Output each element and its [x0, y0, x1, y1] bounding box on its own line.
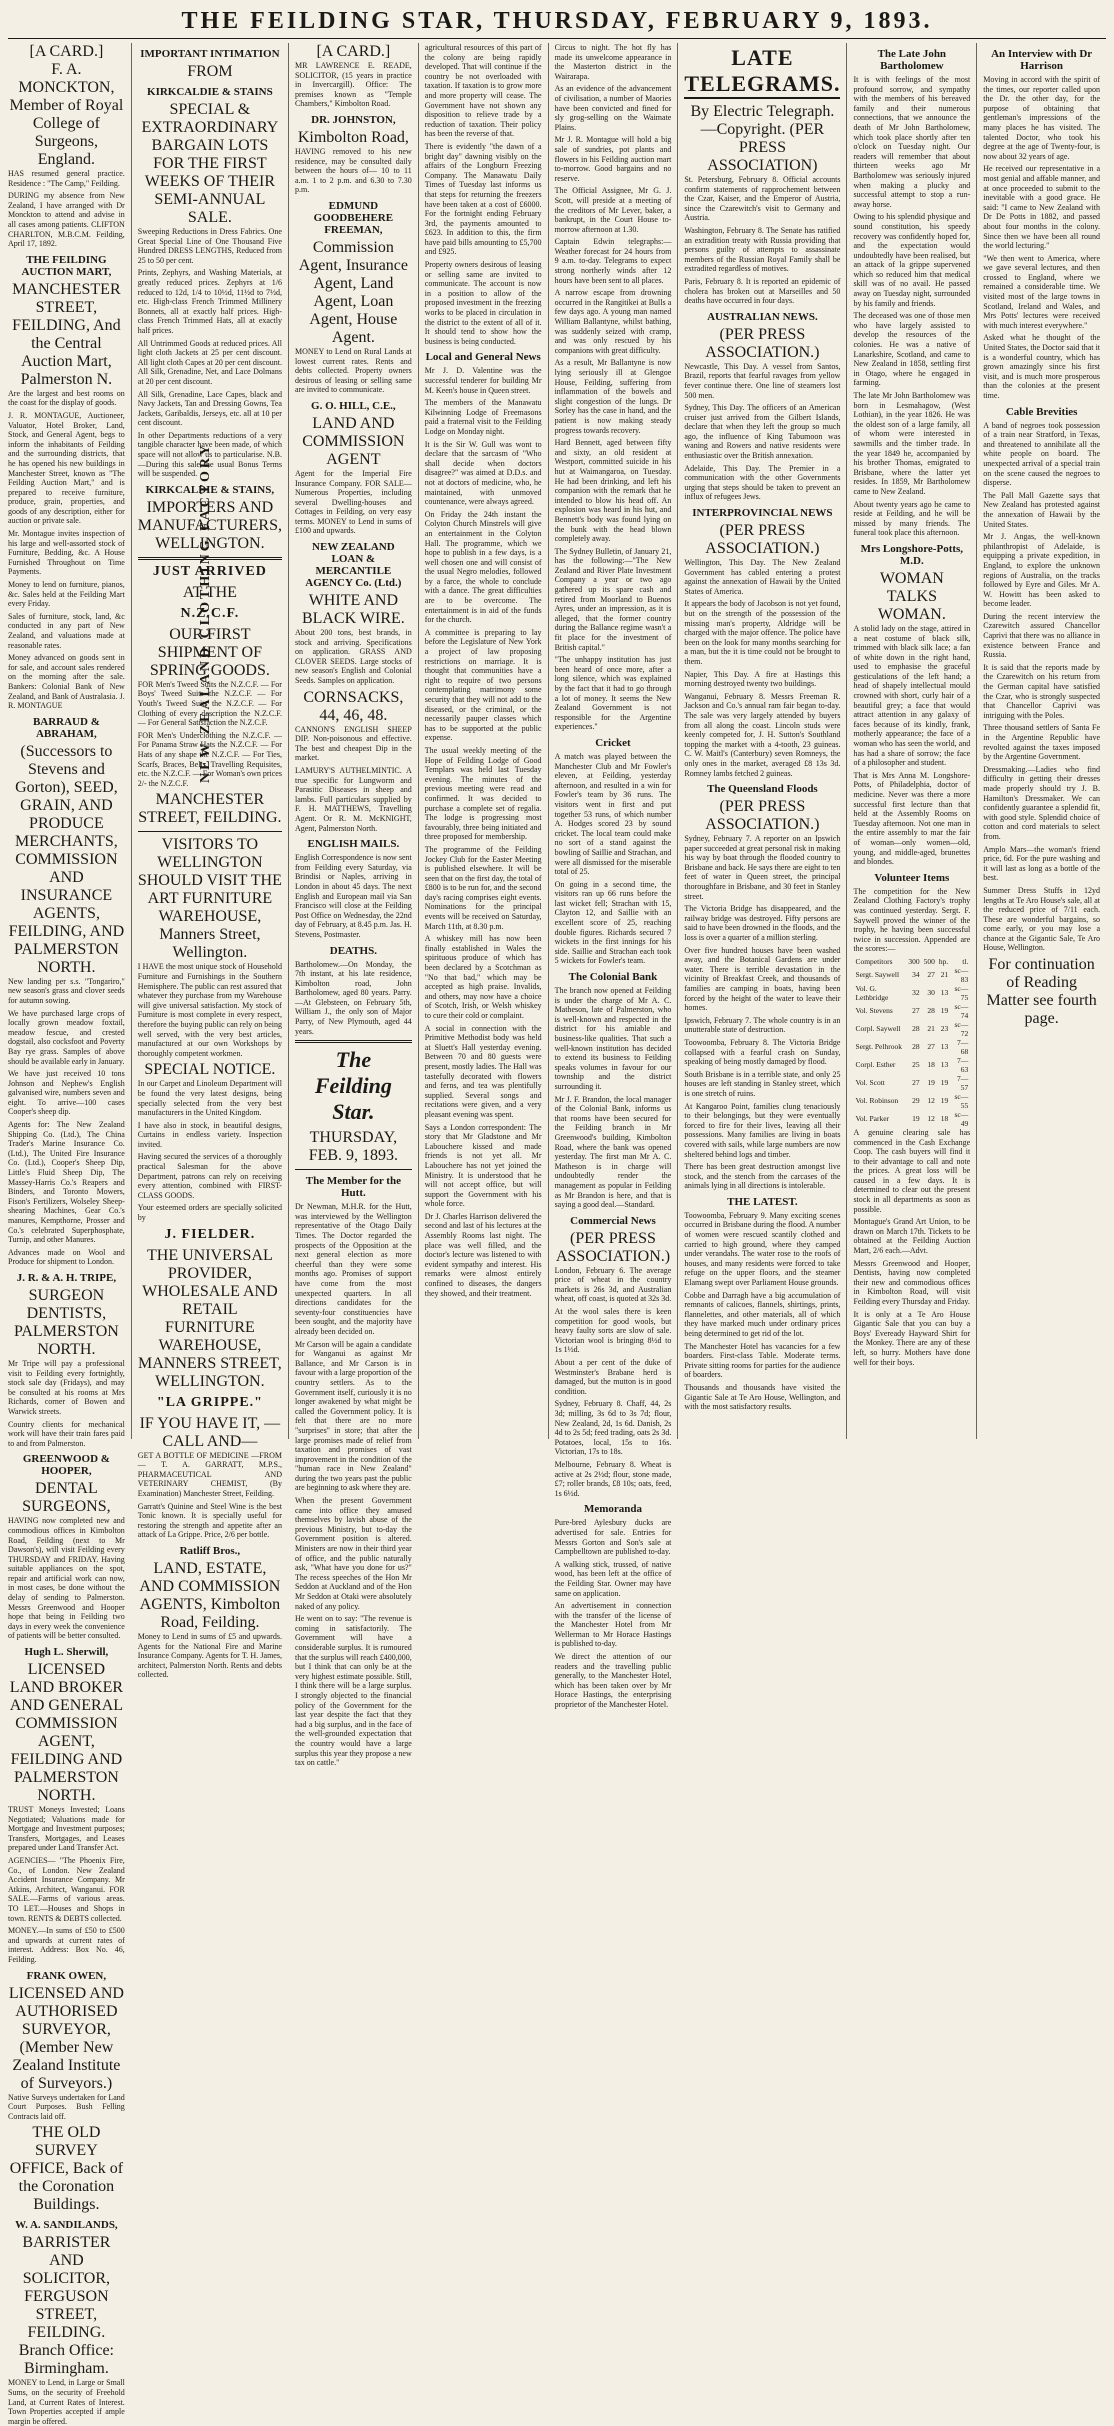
section-heading: Cricket	[595, 736, 631, 749]
centered-line: (PER PRESS ASSOCIATION.)	[555, 1229, 671, 1265]
column-7	[853, 43, 977, 1439]
score-cell: sc—72	[954, 1019, 969, 1038]
centered-line: MANCHESTER STREET, FEILDING.	[138, 791, 282, 827]
paragraph: Money to Lend in sums of £5 and upwards. Agents for the National Fire and Marine Insurance Company. Agents for T. H. James, architect, Palmerston North. Rents and debts collected.	[137, 1631, 282, 1680]
score-cell: 12	[927, 1096, 935, 1106]
centered-line: WHITE AND BLACK WIRE.	[301, 592, 405, 628]
scores-row	[853, 1092, 970, 1110]
section-heading: Local and General News	[425, 351, 541, 364]
score-cell: 7—57	[956, 1073, 969, 1092]
paragraph: GET A BOTTLE OF MEDICINE —FROM— T. A. GARRATT, M.P.S., PHARMACEUTICAL AND VETERINARY CHEMIST, (By Examination) Manchester Street, Feilding.	[137, 1450, 282, 1498]
score-cell: 7—63	[956, 1055, 969, 1074]
section-heading: The Colonial Bank	[568, 971, 658, 984]
paragraph: HAS resumed general practice. Residence : "The Camp," Feilding.	[8, 169, 125, 188]
paragraph: The deceased was one of those men who have largely assisted to develop the resources of the colonies. He was a native of Lanarkshire, Scotland, and came to New Zealand in 1858, settling first in Otago, where he engaged in farming.	[853, 311, 971, 388]
section-heading: NEW ZEALAND LOAN & MERCANTILE AGENCY Co. (Ltd.)	[305, 541, 402, 590]
score-cell: 32	[912, 988, 920, 998]
paragraph: Dr Newman, M.H.R. for the Hutt, was interviewed by the Wellington representative of the Otago Daily Times. The Doctor regarded the prospects of the Opposition at the next general election as more cheerful than they were some months ago. Promises of support have come from the most unexpected quarters. In all directions candidates for the seventy-four constituencies have been sought, and the majority have already been decided on.	[294, 1202, 412, 1336]
scores-row	[853, 1074, 970, 1092]
paragraph: Sweeping Reductions in Dress Fabrics. One Great Special Line of One Thousand Five Hundred DRESS LENGTHS, Reduced from 25 to 50 per cent.	[137, 227, 282, 265]
section-heading: KIRKCALDIE & STAINS,	[145, 483, 275, 496]
score-cell: 30	[927, 988, 935, 998]
paragraph: "We then went to America, where we gave several lectures, and then crossed to England, where we remained a considerable time. We visited most of the large towns in Scotland, Ireland and Wales, and Mrs Potts' lectures were received with much interest everywhere."	[983, 253, 1101, 330]
section-heading: Mrs Longshore-Potts, M.D.	[860, 542, 964, 567]
paragraph: Prints, Zephyrs, and Washing Materials, at greatly reduced prices. Zephyrs at 1/6 reduced to 12d, 1/4 to 10½d, 11½d to 7½d, etc. High-class French Trimmed Millinery Bonnets, all at exactly half prices. High-class French Trimmed Hats, all at exactly half prices.	[137, 268, 282, 335]
score-cell: 34	[912, 970, 920, 980]
score-cell: sc—74	[954, 1001, 969, 1020]
column-3	[294, 43, 419, 1768]
paragraph: Newcastle, This Day. A vessel from Santos, Brazil, reports that fearful ravages from yellow fever continue there. One line of steamers lost 500 men.	[684, 361, 841, 400]
paragraph: Adelaide, This Day. The Premier in a communication with the other Governments urging that steps should be taken to prevent an influx of refugees Jews.	[684, 463, 841, 502]
section-heading: ENGLISH MAILS.	[307, 838, 400, 851]
paragraph: Wellington, This Day. The New Zealand Government has cabled entering a protest against the annexation of Hawaii by the United States of America.	[684, 558, 841, 596]
paragraph: Native Surveys undertaken for Land Court Purposes. Bush Felling Contracts laid off.	[8, 2092, 125, 2121]
centered-line: THE UNIVERSAL PROVIDER, WHOLESALE AND RETAIL FURNITURE WAREHOUSE, MANNERS STREET, WELLINGTON.	[138, 1246, 282, 1390]
paragraph: Mr J. D. Valentine was the successful tenderer for building Mr M. Keen's house in Queen street.	[424, 366, 542, 395]
paragraph: An advertisement in connection with the transfer of the license of the Manchester Hotel from Mr Wellerman to Mr Horace Hastings is published to-day.	[554, 1601, 672, 1649]
centered-line: SPECIAL & EXTRAORDINARY BARGAIN LOTS FOR THE FIRST WEEKS OF THEIR SEMI-ANNUAL SALE.	[141, 101, 279, 226]
late-telegrams-heading: LATE TELEGRAMS.	[684, 45, 840, 99]
paragraph: New landing per s.s. "Tongariro," new season's grass and clover seeds for autumn sowing.	[8, 976, 125, 1005]
vertical-band-clothing-factory: NEW ZEALAND CLOTHING FACTORY	[197, 442, 213, 783]
section-heading: Ratliff Bros.,	[179, 1544, 241, 1557]
centered-line: LICENSED AND AUTHORISED SURVEYOR, (Member New Zealand Institute of Surveyors.)	[8, 1984, 124, 2092]
centered-line: LICENSED LAND BROKER AND GENERAL COMMISSION AGENT, FEILDING AND PALMERSTON NORTH.	[9, 1661, 124, 1805]
centered-line: AT THE	[182, 583, 237, 601]
centered-line: For continuation of Reading Matter see fourth page.	[986, 956, 1097, 1028]
score-cell: 27	[927, 970, 935, 980]
paragraph: There is evidently "the dawn of a bright day" dawning visibly on the affairs of the Longburn Freezing Company. The Manawatu Daily Times of Tuesday last informs us that steps for returning the freezers have been taken at a cost of £6000. For the fortnight ending February 3rd, the payments amounted to £623. In addition to this, the firm have paid bills amounting to £5,700 and £925.	[424, 141, 542, 257]
paragraph: There has been great destruction amongst live stock, and the stench from the carcases of the animals lying in all directions is intolerable.	[684, 1162, 841, 1191]
paragraph: Captain Edwin telegraphs:—Weather forecast for 24 hours from 9 a.m. to-day. Telegrams to expect strong northerly winds after 12 hours have been sent to all places.	[554, 237, 672, 285]
paragraph: Three thousand settlers of Santa Fe in the Argentine Republic have revolted against the taxes imposed by the Argentine Government.	[983, 723, 1101, 762]
score-cell: 13	[940, 988, 949, 998]
paragraph: MONEY to Lend, in Large or Small Sums, on the security of Freehold Land, at Current Rates of Interest. Town Properties accepted if ample margin be offered.	[8, 2378, 125, 2426]
centered-line: (PER PRESS ASSOCIATION.)	[705, 325, 820, 361]
paragraph: A committee is preparing to lay before the Legislature of New York a project of law proposing restrictions on marriage. It is thought that communities have a right to require of two persons contemplating matrimony some security that they will not add to the diseased, or the criminal, or the necessarily pauper classes which has to be supported at the public expense.	[424, 627, 542, 743]
paragraph: St. Petersburg, February 8. Official accounts confirm statements of rapprochement between the Czar, Kaiser, and the Emperor of Austria, since the Czarewitch's visit to Germany and Austria.	[684, 175, 841, 223]
paragraph: English Correspondence is now sent from Feilding every Saturday, via Brindisi or Naples, arriving in London in about 45 days. The next English and European mail via San Francisco will close at the Feilding Post Office on Wednesday, the 22nd day of February, at 8.45 p.m. Jas. H. Stevens, Postmaster.	[294, 853, 412, 939]
paragraph: Owing to his splendid physique and sound constitution, his speedy recovery was confidently hoped for, and the expectation would undoubtedly have been realised, but an attack of la grippe supervened which so reduced him that medical skill was of no avail. He passed away on Tuesday night, surrounded by his family and friends.	[853, 212, 971, 308]
competitor-name: Sergt. Saywell	[855, 970, 900, 980]
divider	[138, 831, 282, 832]
score-cell: 29	[912, 1096, 920, 1106]
newspaper-nameplate: The Feilding Star.	[314, 1047, 392, 1125]
paragraph: Napier, This Day. A fire at Hastings this morning destroyed twenty two buildings.	[684, 669, 841, 689]
paragraph: Property owners desirous of leasing or selling same are invited to communicate. The account is now in a position to allow of the proposed investment in the freezing works to be placed in circulation in the district to the extent of all of it. It should tend to show how the business is being conducted.	[424, 260, 542, 346]
paragraph: At the wool sales there is keen competition for good wools, but heavy faulty sorts are slow of sale. Victorian wool is bringing 8½d to 1s 1½d.	[554, 1307, 672, 1355]
paragraph: It is the Sir W. Gull was wont to declare that the sarcasm of "Who shall decide when doctors disagree?" was aimed at D.D.s. and not at doctors of medicine, who, he maintained, with unmoved countenance, were always agreed.	[424, 439, 542, 507]
score-cell: 27	[912, 1078, 920, 1088]
paragraph: Hard Bennett, aged between fifty and sixty, an old resident at Westport, committed suicide in his hut at Waimangaroa, on Tuesday. He had been drinking, and left his companion with the remark that he intended to blow his head off. An explosion was heard in his hut, and Bennett's body was found lying on the bunk with the head blown completely away.	[554, 438, 672, 544]
paragraph: Over five hundred houses have been washed away, and the Botanical Gardens are under water. There is terrible devastation in the vicinity of Breakfast Creek, and thousands of families are camping in boats, having been forced by the height of the water to leave their homes.	[684, 945, 841, 1013]
paragraph: The Sydney Bulletin, of January 21, has the following:—"The New Zealand and River Plate Investment Company a year or two ago gathered up its spare cash and retired from Moorland to Buenos Ayres, under an impression, as it is alleged, that the former country during the Ballance regime wasn't a fit place for the investment of British capital."	[554, 546, 672, 652]
paragraph: The Official Assignee, Mr G. J. Scott, will preside at a meeting of the creditors of Mr Lever, baker, a bankrupt, in the Court House to-morrow afternoon at 1.30.	[554, 186, 672, 234]
competitor-name: Corpl. Esther	[855, 1060, 896, 1070]
paragraph: A genuine clearing sale has commenced in the Cash Exchange Coop. The cash buyers will find it to their advantage to call and note the prices. A great loss will be caused in a few days. It is determined to clear out the present stock in all departments as soon as possible.	[853, 1127, 971, 1214]
paragraph: On going in a second time, the visitors ran up 66 runs before the last wicket fell; Strachan with 15, Clayton 12, and Saillie with an excellent score of 25, reaching double figures. Richards secured 7 wickets in the first innings for his side. Saillie and Strachan each took 5 wickets for Fowler's team.	[554, 879, 672, 966]
paragraph: A band of negroes took possession of a train near Stratford, in Texas, and threatened to annihilate all the white people on board. The unexpected arrival of a special train on the scene caused the negroes to disperse.	[983, 420, 1101, 488]
centered-line: (PER PRESS ASSOCIATION.)	[705, 798, 820, 834]
paragraph: Mr Carson will be again a candidate for Wanganui as against Mr Ballance, and Mr Carson is in favour with a large proportion of the country settlers. As to the Government itself, curiously it is no longer awakened by what might be called the Government policy. It is felt that there are no more "surprises" in store; that after the large promises made of relief from taxation and promises of vast improvement in the condition of the "human race in New Zealand" during the two years past the public are beginning to ask where they are.	[294, 1339, 412, 1493]
paragraph: The Victoria Bridge has disappeared, and the railway bridge was destroyed. Fifty persons are said to have been drowned in the floods, and the loss is over a quarter of a million sterling.	[684, 904, 841, 943]
paragraph: CANNON'S ENGLISH SHEEP DIP. Non-poisonous and effective. The best and cheapest Dip in the market.	[294, 724, 412, 763]
column-2	[137, 43, 289, 1680]
paragraph: That is Mrs Anna M. Longshore-Potts, of Philadelphia, doctor of medicine. Never was there a more successful first lecture than that held at the Assembly Rooms on Tuesday afternoon. Not one man in the entire assembly to mar the fair of woman—only women—old, young, and middle-aged, brunettes and blondes.	[853, 770, 971, 867]
section-heading: DR. JOHNSTON,	[311, 113, 396, 126]
score-cell: sc—49	[954, 1109, 969, 1128]
paragraph: All Untrimmed Goods at reduced prices. All light cloth Jackets at 25 per cent discount. All light cloth Capes at 20 per cent discount. All Silk, Grenadine, Net, and Lace Dolmans at 20 per cent discount.	[137, 338, 282, 386]
paragraph: The branch now opened at Feilding is under the charge of Mr A. C. Matheson, late of Palmerston, who is well-known and respected in the district for his amiable and business-like qualities. That such a well-known institution has decided to extend its business to Feilding speaks volumes in favour for our township and the district surrounding it.	[554, 986, 672, 1091]
paragraph: A whiskey mill has now been finally established in Wales the spirituous produce of which has been declared by a Scotchman as "No that bad," which may be accepted as high praise. Invalids, and others, may now have a choice of Scotch, Irish, or Welsh whiskey to cure their cold or complaint.	[424, 934, 542, 1020]
column-4	[425, 43, 549, 1439]
centered-line: SPECIAL NOTICE.	[144, 1061, 276, 1079]
paragraph: Paris, February 8. It is reported an epidemic of cholera has broken out at Marseilles and 50 deaths have occurred in four days.	[684, 276, 841, 306]
divider	[295, 1169, 412, 1170]
scores-row	[853, 1020, 970, 1038]
score-cell: 13	[940, 1042, 949, 1052]
centered-line: VISITORS TO WELLINGTON SHOULD VISIT THE ART FURNITURE WAREHOUSE, Manners Street, Wellington.	[137, 836, 282, 962]
paragraph: Agents for: The New Zealand Shipping Co. (Ltd.), The China Trader's Marine Insurance Co. (Ltd.), The United Fire Insurance Co. (Ltd.), Cooper's Sheep Dip, Little's Fluid Sheep Dip, The Massey-Harris Co.'s Reapers and Binders, and Toronto Mowers, Fison's Fertilizers, Wolseley Sheep-shearing Machines, Gear Co.'s manures, Kempthorne, Prosser and Co.'s celebrated Superphosphate, Turnip, and other Manures.	[8, 1120, 125, 1245]
score-cell: 19	[927, 1078, 935, 1088]
scores-row	[853, 957, 970, 966]
paragraph: DURING my absence from New Zealand, I have arranged with Dr Monckton to attend and advise in all cases among patients. CLIFTON CHARLTON, M.B.C.M. Feilding, April 17, 1892.	[8, 191, 125, 249]
paragraph: Advances made on Wool and Produce for shipment to London.	[8, 1247, 125, 1267]
column-8	[983, 43, 1106, 1439]
paragraph: The late Mr John Bartholomew was born in Lesmahagow, (West Lothian), in the year 1826. He was the oldest son of a large family, all of whom were interested in sawmills and the timber trade. In the year 1849 he, accompanied by his brother Thomas, emigrated to Brisbane, where the latter yet resides. In 1859, Mr Bartholomew came to New Zealand.	[853, 391, 971, 496]
paragraph: TRUST Moneys Invested; Loans Negotiated; Valuations made for Mortgage and Investment purposes; Transfers, Mortgages, and Leases prepared under Land Transfer Act.	[8, 1805, 125, 1853]
centered-line: [A CARD.]	[29, 43, 104, 60]
paragraph: In other Departments reductions of a very tangible character have been made, of which space will not allow us to particularise. N.B.—During this sale the usual Bonus Terms will be suspended.	[137, 430, 282, 479]
scores-row	[853, 1110, 970, 1128]
paragraph: About 200 tons, best brands, in stock and arriving. Specifications on application. GRASS AND CLOVER SEEDS. Large stocks of new season's English and Colonial Seeds. Samples on application.	[294, 628, 412, 686]
scores-row	[853, 1038, 970, 1056]
competitor-name: Corpl. Saywell	[855, 1024, 901, 1034]
score-cell: 300	[908, 956, 920, 966]
paragraph: Amplo Mars—the woman's friend price, 6d. For the pure washing and it will last as long as a bottle of the best.	[983, 844, 1101, 883]
paragraph: Agent for the Imperial Fire Insurance Company. FOR SALE—Numerous Properties, including several Dwelling-houses and Cottages in Feilding, on very easy terms. MONEY to Lend in sums of £100 and upwards.	[294, 468, 412, 536]
scores-row	[853, 1056, 970, 1074]
score-cell: 19	[940, 1006, 949, 1016]
paragraph: It appears the body of Jacobson is not yet found, but on the strength of the possession of the missing man's property, Aldridge will be charged with the major offence. The police have been on the look for many months searching for a man, but the it is time could not be brought to them.	[684, 599, 841, 666]
centered-line: IF YOU HAVE IT, —CALL AND—	[139, 1414, 281, 1450]
section-heading: FRANK OWEN,	[26, 1969, 107, 1982]
scores-row	[853, 966, 970, 984]
section-heading: J. R. & A. H. TRIPE,	[16, 1271, 117, 1284]
score-cell: 27	[927, 1042, 935, 1052]
competitor-name: Vol. Robinson	[855, 1096, 899, 1106]
section-heading: BARRAUD & ABRAHAM,	[32, 715, 100, 740]
paragraph: Having secured the services of a thoroughly practical Salesman for the above Department, patrons can rely on receiving every attention, combined with FIRST-CLASS GOODS.	[137, 1152, 282, 1200]
competitor-name: Vol. G. Lethbridge	[855, 983, 889, 1002]
paragraph: Says a London correspondent: The story that Mr Gladstone and Mr Labouchere kissed and made friends is not yet all. Mr Labouchere has not yet joined the Ministry. It is understood that he will not accept office, but will support the Government with his whole force.	[424, 1122, 542, 1209]
score-cell: 13	[940, 1060, 949, 1070]
paragraph: FOR Men's Tweed Suits the N.Z.C.F. — For Boys' Tweed Suits the N.Z.C.F. — For Youth's Tweed Suits the N.Z.C.F. — For Clothing of every description the N.Z.C.F. — For General Satisfaction the N.Z.C.F.	[137, 679, 282, 728]
score-cell: sc—55	[954, 1091, 969, 1110]
paragraph: Melbourne, February 8. Wheat is active at 2s 2½d; flour, stone made, £7; roller brands, £8 10s; oats, feed, 1s 6½d.	[554, 1459, 672, 1498]
column-5	[554, 43, 679, 1710]
score-cell: 21	[927, 1024, 935, 1034]
section-heading: GREENWOOD & HOOPER,	[22, 1453, 110, 1478]
paragraph: It is with feelings of the most profound sorrow, and sympathy with the members of his bereaved family and their numerous connections, that we announce the death of Mr John Bartholomew, which took place shortly after ten o'clock on Tuesday night. Our readers will remember that about thirteen weeks ago Mr Bartholomew was seriously injured when making a plucky and successful attempt to stop a run-away horse.	[853, 75, 971, 209]
paragraph: Thousands and thousands have visited the Gigantic Sale at Te Aro House, Wellington, and with the most satisfactory results.	[684, 1382, 841, 1412]
section-heading: The Queensland Floods	[707, 783, 818, 796]
centered-line: IMPORTERS AND MANUFACTURERS, WELLINGTON.	[137, 498, 282, 552]
paragraph: At Kangaroo Point, families clung tenaciously to their belongings, but they were eventually forced to fire for their lives, leaving all their possessions. Many families are living in boats covered with sails, while large numbers are now sheltered behind logs and timber.	[684, 1101, 841, 1159]
paragraph: I HAVE the most unique stock of Household Furniture and Furnishings in the Southern Hemisphere. The public can rest assured that whatever they purchase from my Warehouse will give universal satisfaction. My stock of Furniture is most complete in every respect, therefore the buying public can rely on being well served, with the very best articles, manufactured at our own Workshops by thoroughly competent workmen.	[137, 962, 282, 1058]
paragraph: The members of the Manawatu Kilwinning Lodge of Freemasons paid a fraternal visit to the Feilding Lodge on Monday night.	[424, 398, 542, 436]
section-heading: The Member for the Hutt.	[305, 1175, 401, 1200]
paragraph: He received our representative in a most genial and affable manner, and at once proceeded to submit to the inevitable with a good grace. He said: "I came to New Zealand with Dr De Potts in 1882, and passed about four months in the colony. Since then we have been all round the world lecturing."	[983, 164, 1101, 251]
paragraph: LAMURY'S AUTHELMINTIC. A true specific for Lungworm and Parasitic Diseases in sheep and lambs. Full particulars supplied by F. H. MATTHEWS, Travelling Agent. Or R. M. McKNIGHT, Agent, Palmerston North.	[294, 766, 412, 833]
score-cell: 12	[927, 1114, 935, 1124]
section-heading: THE FEILDING AUCTION MART,	[21, 253, 112, 278]
section-heading: W. A. SANDILANDS,	[15, 2219, 118, 2232]
paragraph: AGENCIES— "The Phoenix Fire, Co., of London. New Zealand Accident Insurance Company. Mr Atkins, Architect, Wanganui. FOR SALE.—Farms of various areas. TO LET.—Houses and Shops in town. RENTS & DEBTS collected.	[8, 1856, 125, 1923]
competitor-name: Sergt. Pelhrook	[855, 1042, 902, 1052]
centered-line: Kimbolton Road,	[297, 128, 409, 146]
paragraph: Bartholomew.—On Monday, the 7th instant, at his late residence, Kimbolton road, John Bartholomew, aged 80 years. Parry.—At Glebsteen, on February 5th, William J., the only son of Major Parry, of New Plymouth, aged 44 years.	[294, 959, 412, 1036]
paragraph: Pure-bred Aylesbury ducks are advertised for sale. Entries for Messrs Gorton and Son's sale at Campbelltown are published to-day.	[554, 1518, 672, 1557]
paragraph: "The unhappy institution has just been heard of once more, after a long silence, which was explained by the fact that it had to go through a lot of money. It seems the New Zealand Government is not responsible for the Argentine experiences."	[554, 655, 672, 732]
scores-table	[853, 957, 970, 1128]
paragraph: Country clients for mechanical work will have their train fares paid to and from Palmerston.	[8, 1419, 125, 1448]
paragraph: The usual weekly meeting of the Hope of Feilding Lodge of Good Templars was held last Tuesday evening. The minutes of the previous meeting were read and confirmed. It was decided to purchase a complete set of regalia. The lodge is progressing most favourably, three being initiated and three proposed for membership.	[424, 745, 542, 842]
competitor-name: Vol. Stevens	[855, 1006, 893, 1016]
paragraph: He went on to say: "The revenue is coming in satisfactorily. The Government will have a considerable surplus. It is rumoured that the surplus will reach £400,000, but I think that can only be at the very highest estimate possible. Still, I think there will be a large surplus. I strongly objected to the financial policy of the Government for the last year despite the fact that they had a big surplus, and in the face of the well-grounded expectation that the country would have a large surplus this year they propose a new tax on cattle."	[294, 1614, 412, 1768]
score-cell: sc—75	[954, 983, 969, 1002]
paragraph: Sydney, February 7. A reporter on an Ipswich paper succeeded at great personal risk in making his way by boat through the flooded country to Brisbane and back. He says there are eight to ten feet of water in Queen street, the principal thoroughfare in Brisbane, and 30 feet in Stanley street.	[684, 834, 841, 901]
section-heading: KIRKCALDIE & STAINS	[147, 86, 273, 98]
section-heading: DEATHS.	[329, 944, 377, 957]
paragraph: Cobbe and Darragh have a big accumulation of remnants of calicoes, flannels, shirtings, prints, flannelettes, and other materials, all of which they have marked much under ordinary prices being determined to get rid of the lot.	[684, 1290, 841, 1338]
paragraph: We have just received 10 tons Johnson and Nephew's English galvanised wire, numbers seven and eight. To arrive—100 cases Cooper's sheep dip.	[8, 1069, 125, 1117]
section-heading: Hugh L. Sherwill,	[24, 1646, 109, 1659]
section-heading: IMPORTANT INTIMATION	[140, 48, 280, 60]
centered-line: Commission Agent, Insurance Agent, Land Agent, Loan Agent, House Agent.	[298, 238, 409, 346]
paragraph: We direct the attention of our readers and the travelling public generally, to the Manchester Hotel, which has been taken over by Mr Horace Hastings, the enterprising proprietor of the Manchester Hotel.	[554, 1652, 672, 1710]
competitor-name: Competitors	[855, 956, 893, 966]
paragraph: Mr. Montague invites inspection of his large and well-assorted stock of Furniture, Bedding, &c. A House Furnished Throughout on Time Payments.	[8, 529, 125, 577]
display-heading: JUST ARRIVED	[152, 563, 267, 579]
paragraph: MONEY.—In sums of £50 to £500 and upwards at current rates of interest. Address: Box No. 46, Feilding.	[8, 1926, 125, 1964]
paragraph: Montague's Grand Art Union, to be drawn on March 17th. Tickets to be obtained at the Feilding Auction Mart, 2/6 each.—Advt.	[853, 1217, 971, 1256]
paragraph: Moving in accord with the spirit of the times, our reporter called upon the Dr. the other day, for the purpose of obtaining that gentleman's impressions of the many places he has visited. The talented Doctor, who took his degree at the age of Twenty-four, is now about 32 years of age.	[983, 75, 1101, 161]
section-heading: EDMUND GOODBEHERE FREEMAN,	[313, 199, 394, 236]
paragraph: Wanganui, February 8. Messrs Freeman R. Jackson and Co.'s annual ram fair began to-day. The sale was very largely attended by buyers from all along the coast. Lincoln studs were keenly competed for, J. H. Sutton's Southland topping the market with a 4-tooth, 23 guineas. C. W. Maitl's (Canterbury) seven Romneys, the only ones in the market, averaged £8 13s 3d. Romney lambs fetched 2 guineas.	[684, 691, 841, 778]
paragraph: Money advanced on goods sent in for sale, and account sales rendered on the morning after the sale. Bankers: Colonial Bank of New Zealand, and Bank of Australasia. J. R. MONTAGUE	[8, 653, 125, 711]
centered-line: CORNSACKS, 44, 46, 48.	[303, 688, 404, 724]
paragraph: Are the largest and best rooms on the coast for the display of goods.	[8, 388, 125, 408]
paragraph: HAVING removed to his new residence, may be consulted daily between the hours of— 10 to 11 a.m. 1 to 2 p.m. and 6.30 to 7.30 p.m.	[294, 146, 412, 195]
score-cell: 27	[912, 1006, 920, 1016]
paragraph: On Friday the 24th instant the Colyton Church Minstrels will give an entertainment in the Colyton Hall. The programme, which we hope to publish in a few days, is a well chosen one and will consist of the usual Negro melodies, followed by a farce, the whole to conclude with a dance. The great difficulties are to be overcome. The entertainment is in aid of the funds for the church.	[424, 509, 542, 625]
section-heading: Memoranda	[583, 1503, 642, 1516]
paragraph: Money to lend on furniture, pianos, &c. Sales held at the Feilding Mart every Friday.	[8, 580, 125, 609]
score-cell: 25	[912, 1060, 920, 1070]
column-1	[8, 43, 132, 2426]
section-heading: THE LATEST.	[727, 1195, 798, 1208]
paragraph: A walking stick, trussed, of native wood, has been left at the office of the Feilding Star. Owner may have same on application.	[554, 1559, 672, 1598]
paragraph: Messrs Greenwood and Hooper, Dentists, having now completed their new and commodious offices in Kimbolton Road, will visit Feilding every Thursday and Friday.	[853, 1258, 971, 1306]
paragraph: Sydney, This Day. The officers of an American cruiser just arrived from the Gilbert Islands, declare that when they left the group so much ago, the influence of King Tabumoon was waning and Rowers and native residents were enthusiastic over the British annexation.	[684, 403, 841, 461]
centered-line: THURSDAY, FEB. 9, 1893.	[308, 1129, 399, 1165]
masthead-title: THE FEILDING STAR, THURSDAY, FEBRUARY 9, 1893.	[8, 8, 1106, 39]
score-cell: 500	[923, 956, 935, 966]
score-cell: 19	[912, 1114, 920, 1124]
paragraph: During the recent interview the Czarewitch assured Chancellor Caprivi that there was no alliance in existence between France and Russia.	[983, 611, 1101, 660]
paragraph: Asked what he thought of the United States, the Doctor said that it is a wonderful country, which has grown amazingly since his first visit, and is much more prosperous than the colonies at the present time.	[983, 333, 1101, 400]
paragraph: About twenty years ago he came to reside at Feilding, and he will be missed by many friends. The funeral took place this afternoon.	[853, 499, 971, 538]
paragraph: Washington, February 8. The Senate has ratified an extradition treaty with Russia providing that persons guilty of attempts to assassinate members of the Russian Royal Family shall be extradited regardless of motives.	[684, 225, 841, 274]
paragraph: The competition for the New Zealand Clothing Factory's trophy was continued yesterday. Sergt. F. Saywell proved the winner of the trophy, he having been successful twice in succession. Appended are the scores:—	[853, 886, 971, 954]
score-cell: 19	[940, 1096, 949, 1106]
paragraph: MONEY to Lend on Rural Lands at lowest current rates. Rents and debts collected. Property owners desirous of leasing or selling same are invited to communicate.	[294, 346, 412, 395]
display-heading: J. FIELDER.	[164, 1226, 256, 1242]
paragraph: A stolid lady on the stage, attired in a neat costume of black silk, trimmed with black silk lace; a fan of white down in the right hand, used to emphasise the graceful gesticulations of the left hand; a head of shapely intellectual mould crowned with short, curly hair of a beautiful grey; a face that would attract attention in any galaxy of faces because of its kindly, frank, motherly appearance; the face of a woman who has seen the world, and has had a share of sorrow; the face of a philosopher and student.	[853, 623, 971, 768]
paragraph: HAVING now completed new and commodious offices in Kimbolton Road, Feilding (next to Mr Dawson's), will visit Feilding every THURSDAY and FRIDAY. Having suitable appliances on the spot, repair and artificial work can now, in most cases, be done without the delay of sending to Palmerston. Messrs Greenwood and Hooper hope that being in Feilding two days in every week the convenience of patients will be better consulted.	[8, 1516, 125, 1641]
centered-line: OUR FIRST SHIPMENT OF SPRING GOODS.	[149, 625, 270, 679]
section-heading: INTERPROVINCIAL NEWS	[692, 507, 833, 520]
paragraph: Ipswich, February 7. The whole country is in an unutterable state of destruction.	[684, 1015, 841, 1035]
paragraph: Your esteemed orders are specially solicited by	[137, 1203, 282, 1223]
centered-line: [A CARD.]	[316, 43, 391, 60]
paragraph: The programme of the Feilding Jockey Club for the Easter Meeting is published elsewhere. It will be seen that on the first day, the total of £800 is to be run for, and the second day's racing comprises eight events. Nominations for the principal events will be received on Saturday, March 11th, at 8.30 p.m.	[424, 844, 542, 931]
score-cell: 23	[940, 1024, 949, 1034]
display-heading: N.Z.C.F.	[180, 605, 240, 621]
paragraph: All Silk, Grenadine, Lace Capes, black and Navy Jackets, Tan and Dressing Gowns, Tea Jackets, Garibaldis, Jerseys, etc. all at 10 per cent discount.	[137, 389, 282, 428]
paragraph: The Pall Mall Gazette says that New Zealand has protested against the annexation of Hawaii by the United States.	[983, 490, 1101, 529]
paragraph: agricultural resources of this part of the colony are being rapidly developed. That will continue if the country be not overloaded with taxation. If taxation is to grow more and more property will cease. The Government have not shown any disposition to relieve trade by a reduction of taxation. Their policy has been the reverse of that.	[424, 43, 542, 139]
paragraph: Summer Dress Stuffs in 12yd lengths at Te Aro House's sale, all at the reduced price of 7/11 each. These are wonderful bargains, so come early, or you may lose a chance at the Gigantic Sale, Te Aro House, Wellington.	[983, 885, 1101, 953]
column-6	[684, 43, 847, 1439]
paragraph: J. R. MONTAGUE, Auctioneer, Valuator, Hotel Broker, Land, Stock, and General Agent, begs to inform the inhabitants of Feilding and the surrounding districts, that he has opened his new buildings in Manchester Street, known as "The Feilding Auction Mart," and is prepared to receive furniture, produce, grain, properties, and goods of any description, either for auction or private sale.	[8, 410, 125, 526]
centered-line: MANCHESTER STREET, FEILDING, And the Central Auction Mart, Palmerston N.	[12, 280, 121, 388]
paragraph: A match was played between the Manchester Club and Mr Fowler's eleven, at Feilding, yesterday afternoon, and resulted in a win for Fowler's team by 36 runs. The visitors went in first and put together 53 runs, of which number A. Hodges scored 23 by sound cricket. The local team could make no sort of a stand against the bowling of Saillie and Strachan, and were all dismissed for the miserable total of 25.	[554, 751, 672, 877]
paragraph: Sales of furniture, stock, land, &c conducted in any part of New Zealand, and valuations made at reasonable rates.	[8, 611, 125, 650]
paragraph: Mr J. R. Montague will hold a big sale of sundries, pot plants and flowers in his Feilding auction mart to-morrow. Good bargains and no reserve.	[554, 135, 672, 183]
centered-line: BARRISTER AND SOLICITOR, FERGUSON STREET, FEILDING. Branch Office: Birmingham.	[18, 2234, 114, 2378]
centered-line: (PER PRESS ASSOCIATION.)	[705, 522, 820, 558]
centered-line: LAND AND COMMISSION AGENT	[302, 414, 405, 468]
centered-line: By Electric Telegraph.—Copyright. (PER PRESS ASSOCIATION)	[690, 103, 835, 174]
paragraph: Garratt's Quinine and Steel Wine is the best Tonic known. It is specially useful for restoring the strength and appetite after an attack of La Grippe. Price, 2/6 per bottle.	[137, 1501, 282, 1540]
score-cell: 18	[927, 1060, 935, 1070]
paragraph: About a per cent of the duke of Westminster's Brabane herd is damaged, but the mutton is in good condition.	[554, 1358, 672, 1396]
paragraph: Mr J. F. Brandon, the local manager of the Colonial Bank, informs us that rooms have been secured for the Feilding branch in Mr Greenwood's building, Kimbolton Road, where the bank was opened yesterday. The first man Mr A. C. Matheson is in charge will undoubtedly render the management as popular in Feilding as Mr Brandon is here, and that is saying a good deal.—Standard.	[554, 1094, 672, 1210]
paragraph: Toowoomba, February 9. Many exciting scenes occurred in Brisbane during the flood. A number of women were rescued scantily clothed and carried to high ground, where they camped under verandahs. The water rose to the roofs of houses, and many residents were forced to take refuge on the upper floors, and the steamer Elamang swept over Parliament House grounds.	[684, 1210, 841, 1288]
paragraph: South Brisbane is in a terrible state, and only 25 houses are left standing in Stanley street, which is one stretch of ruins.	[684, 1069, 841, 1098]
section-heading: Commercial News	[570, 1214, 656, 1227]
score-cell: 28	[912, 1042, 920, 1052]
paragraph: FOR Men's Underclothing the N.Z.C.F. — For Panama Straw Hats the N.Z.C.F. — For Hats of any shape the N.Z.C.F. — For Ties, Scarfs, Braces, Belts, Travelling Requisites, etc. the N.Z.C.F. — For Woman's own prices 2/- the N.Z.C.F.	[137, 730, 282, 788]
paragraph: Mr J. Angas, the well-known philanthropist of Adelaide, is equipping a private expedition, in England, to explore the unknown regions of Australia, on the tracks followed by Eyre and Giles. Mr A. W. Howitt has been asked to become leader.	[983, 532, 1101, 609]
paragraph: A social in connection with the Primitive Methodist body was held at Sluett's Hall yesterday evening. Between 70 and 80 guests were present, mostly ladies. The Hall was tastefully decorated with flowers and ferns, and tea was plentifully supplied. Several songs and recitations were given, and a very pleasant evening was spent.	[424, 1023, 542, 1119]
paragraph: I have also in stock, in beautiful designs, Curtains in endless variety. Inspection invited.	[137, 1120, 282, 1149]
competitor-name: Vol. Parker	[855, 1114, 890, 1124]
centered-line: THE OLD SURVEY OFFICE, Back of the Coronation Buildings.	[9, 2124, 124, 2214]
display-heading: "LA GRIPPE."	[156, 1394, 263, 1410]
paragraph: The Manchester Hotel has vacancies for a few boarders. First-class Table. Moderate terms. Private sitting rooms for parties for the audience of boarders.	[684, 1341, 841, 1380]
score-cell: 19	[940, 1078, 949, 1088]
double-divider	[295, 1040, 412, 1043]
score-cell: 28	[912, 1024, 920, 1034]
paragraph: MR LAWRENCE E. READE, SOLICITOR, (15 years in practice in Invercargill). Office: The premises known as "Temple Chambers," Kimbolton Road.	[294, 61, 412, 109]
score-cell: 18	[940, 1114, 949, 1124]
centered-line: LAND, ESTATE, AND COMMISSION AGENTS, Kimbolton Road, Feilding.	[139, 1559, 281, 1631]
paragraph: Circus to night. The hot fly has made its unwelcome appearance in the Masterton district in the Wairarapa.	[554, 43, 672, 81]
score-cell: sc—83	[954, 965, 969, 984]
scores-row	[853, 984, 970, 1002]
score-cell: hp.	[938, 956, 949, 966]
columns	[8, 43, 1106, 2426]
paragraph: Mr Tripe will pay a professional visit to Feilding every fortnightly, stock sale day (Fridays), and may be consulted at his rooms at Mrs Richards, corner of Bowen and Warwick streets.	[8, 1358, 125, 1416]
score-cell: 28	[927, 1006, 935, 1016]
centered-line: WOMAN TALKS WOMAN.	[877, 569, 946, 623]
paragraph: We have purchased large crops of locally grown meadow foxtail, meadow fescue, and crested dogstail, also cocksfoot and Poverty Bay rye grass. Samples of above should be available early in January.	[8, 1008, 125, 1066]
score-cell: tl.	[962, 956, 969, 966]
scores-row	[853, 1002, 970, 1020]
paragraph: Toowoomba, February 8. The Victoria Bridge collapsed with a fearful crash on Sunday, speaking of being mostly damaged by flood.	[684, 1037, 841, 1067]
section-heading: G. O. HILL, C.E.,	[311, 399, 396, 412]
score-cell: 7—68	[956, 1037, 969, 1056]
centered-line: DENTAL SURGEONS,	[22, 1480, 111, 1516]
paragraph: London, February 6. The average price of wheat in the country markets is 26s 3d, and Australian wheat, off coast, is quoted at 32s 3d.	[554, 1265, 672, 1304]
section-heading: The Late John Bartholomew	[877, 48, 947, 72]
paragraph: A narrow escape from drowning occurred in the Rangitikei at Bulls a few days ago. A young man named William Ballantyne, whilst bathing, was suddenly seized with cramp, and was only rescued by his companions with great difficulty.	[554, 288, 672, 355]
paragraph: As an evidence of the advancement of civilisation, a number of Maories have been convicted and fined for sly grog-selling on the Waimate Plains.	[554, 84, 672, 132]
paragraph: Dr J. Charles Harrison delivered the second and last of his lectures at the Assembly Rooms last night. The place was well filled, and the doctor's lecture was listened to with evident sympathy and interest. His remarks were almost entirely confined to diseases, the dangers they showed, and their treatment.	[424, 1211, 542, 1298]
section-heading: AUSTRALIAN NEWS.	[707, 310, 818, 323]
section-heading: Cable Brevities	[1005, 405, 1078, 418]
paragraph: It is only at a Te Aro House Gigantic Sale that you can buy a Boys' Eveready Hayward Shirt for the Monkey. There are any of these left, so hurry. Mothers have done well for their boys.	[853, 1309, 971, 1367]
score-cell: 21	[940, 970, 949, 980]
paragraph: Dressmaking.—Ladies who find difficulty in getting their dresses made properly should try J. B. Hamilton's Dressmaker. We can confidently guarantee a splendid fit, with good style. Splendid choice of cotton and cord materials to select from.	[983, 764, 1101, 841]
competitor-name: Vol. Scott	[855, 1078, 885, 1088]
centered-line: SURGEON DENTISTS, PALMERSTON NORTH.	[13, 1286, 119, 1358]
centered-line: Member of Royal College of Surgeons, England.	[9, 97, 124, 168]
section-heading: An Interview with Dr Harrison	[991, 48, 1093, 72]
paragraph: It is said that the reports made by the Czarewitch on his return from the German capital have satisfied the Czar, who is strongly suspected that Chancellor Caprivi was intriguing with the Poles.	[983, 662, 1101, 720]
centered-line: FROM	[187, 63, 233, 80]
centered-line: F. A. MONCKTON,	[18, 61, 115, 96]
centered-line: (Successors to Stevens and Gorton), SEED, GRAIN, AND PRODUCE MERCHANTS, COMMISSION AND INSURANCE AGENTS, FEILDING, AND PALMERSTON NORTH.	[8, 742, 125, 976]
section-heading: Volunteer Items	[874, 871, 950, 884]
paragraph: Sydney, February 8. Chaff, 44, 2s 3d; milling, 3s 6d to 3s 7d; flour, New Zealand, 2d, 1s 6d. Danish, 2s 4d to 2s 5d; feed trading, oats 2s 3d. Potatoes, local, 15s to 16s. Victorian, 17s to 18s.	[554, 1399, 672, 1457]
paragraph: When the present Government came into office they amused themselves by lavish abuse of the previous Ministry, but to-day the Government position is altered. Ministers are now in their third year of office, and the public naturally ask, "What have you done for us?" The recess speeches of the Hon Mr Seddon at Auckland and of the Hon Mr Seddon at Otaki were absolutely naked of any policy.	[294, 1496, 412, 1611]
paragraph: As a result, Mr Ballantyne is now lying seriously ill at Glengoe House, Feilding, suffering from inflammation of the bowels and slight congestion of the lungs. Dr Sorley has the case in hand, and the patient is now making steady progress towards recovery.	[554, 358, 672, 435]
paragraph: In our Carpet and Linoleum Department will be found the very latest designs, being specially selected from the very best manufacturers in the United Kingdom.	[137, 1079, 282, 1118]
